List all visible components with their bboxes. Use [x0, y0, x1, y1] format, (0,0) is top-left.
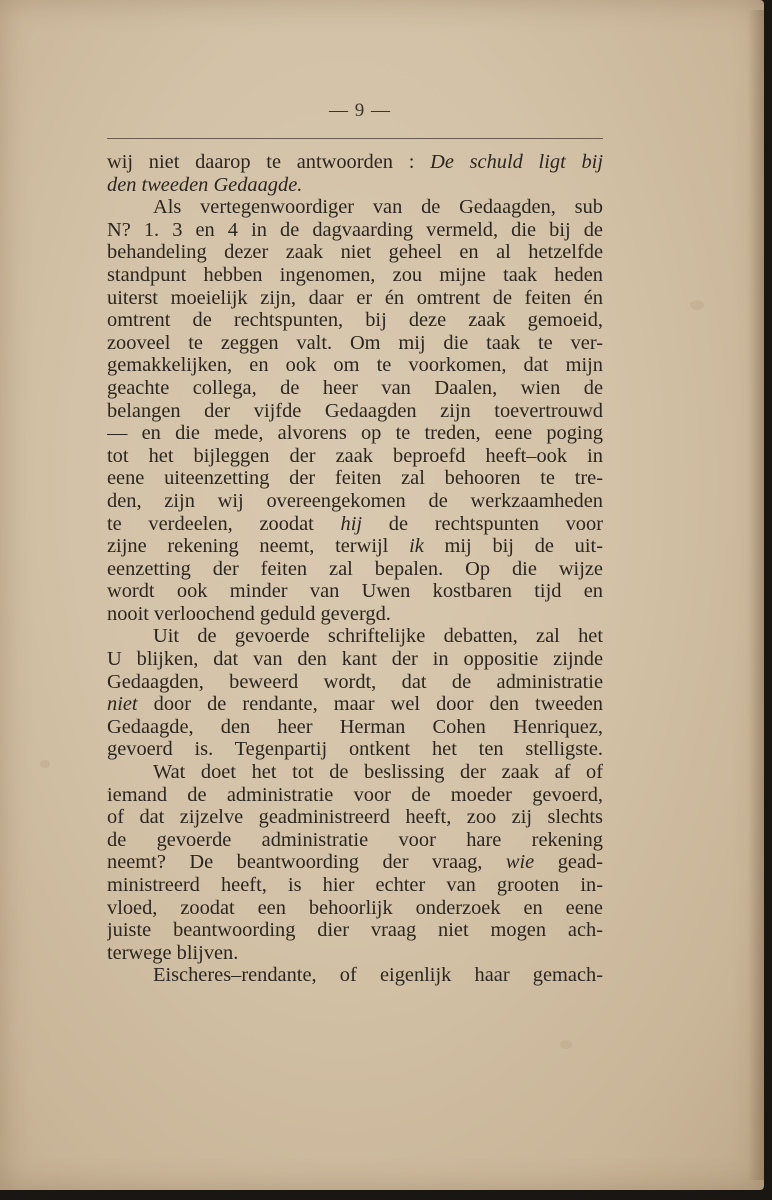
text-line — [107, 964, 603, 987]
text-line — [107, 287, 603, 310]
text-line — [107, 716, 603, 739]
text-line — [107, 829, 603, 852]
text-line — [107, 874, 603, 897]
text-line — [107, 445, 603, 468]
page-number: — 9 — — [329, 100, 391, 121]
text-line — [107, 422, 603, 445]
text-segment: tot het bijleggen der zaak beproefd heeft–ook in — [107, 444, 603, 467]
text-segment: Uit de gevoerde schriftelijke debatten, zal het — [153, 625, 603, 648]
text-line — [107, 806, 603, 829]
text-segment: geachte collega, de heer van Daalen, wien de — [107, 376, 603, 399]
text-line — [107, 784, 603, 807]
text-line — [107, 919, 603, 942]
italic-text: hij — [340, 512, 363, 535]
text-segment: de rechtspunten voor — [362, 512, 603, 535]
text-segment: terwege blijven. — [107, 941, 239, 964]
text-line — [107, 332, 603, 355]
text-line — [107, 897, 603, 920]
text-line — [107, 264, 603, 287]
text-segment: te verdeelen, zoodat — [107, 512, 341, 535]
text-line — [107, 354, 603, 377]
foxing-spot — [690, 300, 704, 310]
text-segment: Wat doet het tot de beslissing der zaak af of — [153, 761, 603, 784]
text-line — [107, 851, 603, 874]
foxing-spot — [560, 1040, 572, 1049]
text-line — [107, 625, 603, 648]
text-segment: U blijken, dat van den kant der in oppositie zijnde — [107, 648, 603, 671]
italic-text: den tweeden Gedaagde. — [107, 173, 303, 196]
text-segment: neemt? De beantwoording der vraag, — [107, 851, 506, 874]
text-segment: uiterst moeielijk zijn, daar er én omtrent de feiten én — [107, 286, 603, 309]
text-line — [107, 580, 603, 603]
text-line — [107, 942, 603, 965]
body-text — [107, 151, 603, 987]
text-segment: Als vertegenwoordiger van de Gedaagden, sub — [153, 196, 603, 219]
text-line — [107, 513, 603, 536]
text-segment: wordt ook minder van Uwen kostbaren tijd en — [107, 580, 603, 603]
text-line — [107, 761, 603, 784]
text-line — [107, 467, 603, 490]
header-rule — [107, 138, 603, 139]
text-line — [107, 535, 603, 558]
text-segment: door de rendante, maar wel door den tweeden — [137, 693, 603, 716]
text-segment: eenzetting der feiten zal bepalen. Op die wijze — [107, 557, 603, 580]
text-segment: — en die mede, alvorens op te treden, eene poging — [107, 422, 603, 445]
text-line — [107, 693, 603, 716]
italic-text: wie — [505, 851, 535, 874]
text-line — [107, 400, 603, 423]
text-segment: mij bij de uit- — [423, 535, 603, 558]
text-segment: zijne rekening neemt, terwijl — [107, 535, 410, 558]
text-segment: gead- — [534, 851, 603, 874]
text-segment: belangen der vijfde Gedaagden zijn toevertrouwd — [107, 399, 603, 422]
text-line — [107, 241, 603, 264]
text-line — [107, 151, 603, 174]
text-line — [107, 309, 603, 332]
text-segment: gevoerd is. Tegenpartij ontkent het ten stelligste. — [107, 738, 603, 761]
text-segment: ministreerd heeft, is hier echter van grooten in- — [107, 874, 603, 896]
text-segment: omtrent de rechtspunten, bij deze zaak gemoeid, — [107, 309, 603, 332]
text-segment: eene uiteenzetting der feiten zal behooren te tre- — [107, 467, 603, 490]
text-segment: vloed, zoodat een behoorlijk onderzoek en eene — [107, 896, 603, 919]
text-line — [107, 558, 603, 581]
text-segment: nooit verloochend geduld gevergd. — [107, 602, 391, 625]
page-edge-shadow — [748, 10, 764, 1180]
foxing-spot — [40, 760, 50, 768]
text-line — [107, 196, 603, 219]
text-segment: den, zijn wij overeengekomen de werkzaamheden — [107, 489, 603, 512]
text-segment: juiste beantwoording dier vraag niet mogen ach- — [107, 919, 603, 942]
text-segment: N? 1. 3 en 4 in de dagvaarding vermeld, die bij de — [107, 218, 603, 241]
text-line — [107, 377, 603, 400]
text-line — [107, 219, 603, 242]
text-segment: de gevoerde administratie voor hare rekening — [107, 828, 603, 851]
text-line — [107, 174, 603, 197]
text-line — [107, 603, 603, 626]
text-segment: iemand de administratie voor de moeder gevoerd, — [107, 783, 603, 806]
italic-text: niet — [107, 693, 138, 716]
text-segment: standpunt hebben ingenomen, zou mijne taak heden — [107, 263, 603, 286]
text-segment: gemakkelijken, en ook om te voorkomen, dat mijn — [107, 354, 603, 377]
text-segment: Gedaagde, den heer Herman Cohen Henriquez, — [107, 715, 603, 738]
text-segment: behandeling dezer zaak niet geheel en al hetzelfde — [107, 241, 603, 264]
text-line — [107, 738, 603, 761]
italic-text: ik — [409, 535, 424, 558]
text-segment: of dat zijzelve geadministreerd heeft, zoo zij slechts — [107, 806, 603, 829]
text-segment: Eischeres–rendante, of eigenlijk haar gemach- — [153, 964, 603, 987]
text-segment: wij niet daarop te antwoorden : — [107, 151, 431, 173]
text-line — [107, 648, 603, 671]
text-segment: zooveel te zeggen valt. Om mij die taak te ver- — [107, 331, 603, 354]
text-line — [107, 671, 603, 694]
text-line — [107, 490, 603, 513]
text-segment: Gedaagden, beweerd wordt, dat de administratie — [107, 670, 603, 693]
italic-text: De schuld ligt bij — [430, 151, 603, 173]
